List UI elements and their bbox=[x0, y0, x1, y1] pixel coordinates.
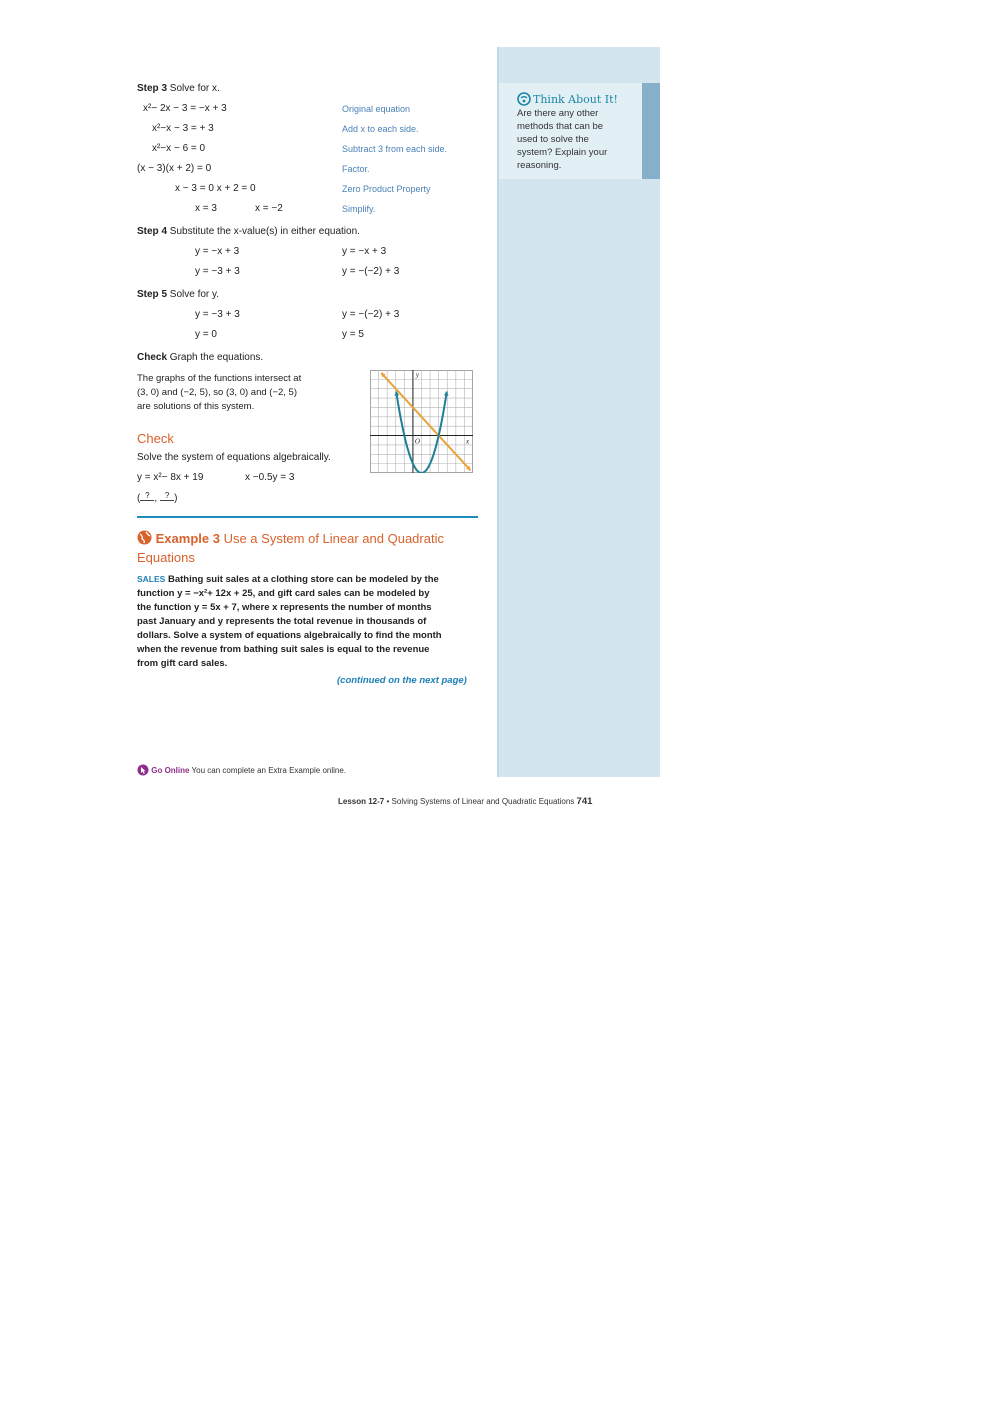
step4-right-1: y = −x + 3 bbox=[342, 246, 387, 257]
body-line: function y = −x²+ 12x + 25, and gift card sales can be modeled by bbox=[137, 588, 430, 599]
go-online-text: You can complete an Extra Example online. bbox=[191, 766, 347, 775]
example3-title bbox=[137, 530, 477, 566]
step3-note-2: Add x to each side. bbox=[342, 124, 419, 134]
step3-eq-6b: x = −2 bbox=[255, 203, 283, 214]
body-line: when the revenue from bathing suit sales is equal to the revenue bbox=[137, 644, 430, 655]
body-text: Bathing suit sales at a clothing store can be modeled by the bbox=[167, 574, 439, 585]
step4-right-2: y = −(−2) + 3 bbox=[342, 266, 400, 277]
step4-text: Substitute the x-value(s) in either equation. bbox=[169, 226, 360, 237]
page-number: 741 bbox=[576, 796, 593, 807]
step3-note-3: Subtract 3 from each side. bbox=[342, 144, 448, 154]
step5-left-1: y = −3 + 3 bbox=[195, 309, 240, 320]
check-eq-2: x −0.5y = 3 bbox=[245, 472, 295, 483]
step3-label: Step 3 bbox=[137, 83, 168, 94]
x-axis-label: x bbox=[466, 437, 470, 446]
check-answer bbox=[137, 493, 177, 505]
step3-eq-5: x − 3 = 0 x + 2 = 0 bbox=[175, 183, 256, 194]
step3-text: Solve for x. bbox=[169, 83, 220, 94]
body-line: past January and y represents the total revenue in thousands of bbox=[137, 616, 427, 627]
cursor-icon bbox=[137, 764, 149, 780]
body-line bbox=[137, 572, 475, 587]
think-line: system? Explain your bbox=[517, 147, 608, 158]
step5-label: Step 5 bbox=[137, 289, 168, 300]
y-axis-label: y bbox=[415, 371, 420, 379]
step5-left-2: y = 0 bbox=[195, 329, 217, 340]
answer-x-blank[interactable]: ? bbox=[140, 492, 154, 501]
step3-heading bbox=[137, 83, 220, 95]
answer-y-blank[interactable]: ? bbox=[160, 492, 174, 501]
paragraph-line: The graphs of the functions intersect at bbox=[137, 373, 302, 384]
step5-right-2: y = 5 bbox=[342, 329, 364, 340]
check-graph-heading bbox=[137, 352, 263, 364]
continued-note: (continued on the next page) bbox=[337, 675, 467, 686]
check-heading: Check bbox=[137, 431, 174, 446]
paragraph-line: are solutions of this system. bbox=[137, 401, 255, 412]
step4-label: Step 4 bbox=[137, 226, 168, 237]
step3-eq-3: x²−x − 6 = 0 bbox=[152, 143, 206, 154]
step3-eq-6a: x = 3 bbox=[195, 203, 217, 214]
step3-note-1: Original equation bbox=[342, 104, 411, 114]
step4-left-2: y = −3 + 3 bbox=[195, 266, 240, 277]
step3-note-6: Simplify. bbox=[342, 204, 376, 214]
step3-note-5: Zero Product Property bbox=[342, 184, 431, 194]
check-eq-1: y = x²− 8x + 19 bbox=[137, 472, 204, 483]
example3-label: Example 3 bbox=[155, 531, 220, 546]
think-about-it-body bbox=[517, 107, 635, 172]
paragraph-line: (3, 0) and (−2, 5), so (3, 0) and (−2, 5) bbox=[137, 387, 297, 398]
body-line: the function y = 5x + 7, where x represents the number of months bbox=[137, 602, 432, 613]
think-line: reasoning. bbox=[517, 160, 562, 171]
answer-comma: , bbox=[154, 493, 158, 504]
go-online-link[interactable]: Go Online bbox=[151, 766, 190, 775]
think-about-it-box bbox=[499, 83, 642, 179]
page-footer bbox=[338, 797, 592, 807]
check-graph-text: Graph the equations. bbox=[169, 352, 264, 363]
footer-bullet: • bbox=[386, 797, 390, 806]
step5-heading bbox=[137, 289, 219, 301]
check-graph-paragraph bbox=[137, 372, 301, 414]
think-about-it-title: Think About It! bbox=[533, 93, 618, 106]
step4-heading bbox=[137, 226, 360, 238]
answer-close-paren: ) bbox=[174, 493, 178, 504]
body-line: from gift card sales. bbox=[137, 658, 228, 669]
example3-title-line1: Use a System of Linear and Quadratic bbox=[223, 531, 444, 546]
check-instruction: Solve the system of equations algebraically. bbox=[137, 452, 331, 463]
example3-title-line2: Equations bbox=[137, 550, 195, 565]
globe-icon bbox=[137, 530, 152, 549]
think-line: Are there any other bbox=[517, 108, 599, 119]
think-about-it-accent-bar bbox=[642, 83, 660, 179]
footer-title: Solving Systems of Linear and Quadratic Equations bbox=[391, 797, 575, 806]
section-divider bbox=[137, 516, 478, 518]
example3-body bbox=[137, 572, 475, 671]
answer-open-paren: ( bbox=[137, 493, 141, 504]
footer-lesson: Lesson 12-7 bbox=[338, 797, 385, 806]
step4-left-1: y = −x + 3 bbox=[195, 246, 240, 257]
think-line: methods that can be bbox=[517, 121, 604, 132]
step3-eq-1: x²− 2x − 3 = −x + 3 bbox=[143, 103, 227, 114]
think-line: used to solve the bbox=[517, 134, 589, 145]
origin-label: O bbox=[414, 437, 420, 446]
body-line: dollars. Solve a system of equations algebraically to find the month bbox=[137, 630, 442, 641]
step5-text: Solve for y. bbox=[169, 289, 220, 300]
go-online-row[interactable] bbox=[137, 764, 346, 780]
check-graph-label: Check bbox=[137, 352, 168, 363]
step3-note-4: Factor. bbox=[342, 164, 370, 174]
step5-right-1: y = −(−2) + 3 bbox=[342, 309, 400, 320]
system-graph bbox=[370, 370, 473, 473]
sales-tag: SALES bbox=[137, 574, 166, 584]
step3-eq-4: (x − 3)(x + 2) = 0 bbox=[137, 163, 212, 174]
step3-eq-2: x²−x − 3 = + 3 bbox=[152, 123, 214, 134]
